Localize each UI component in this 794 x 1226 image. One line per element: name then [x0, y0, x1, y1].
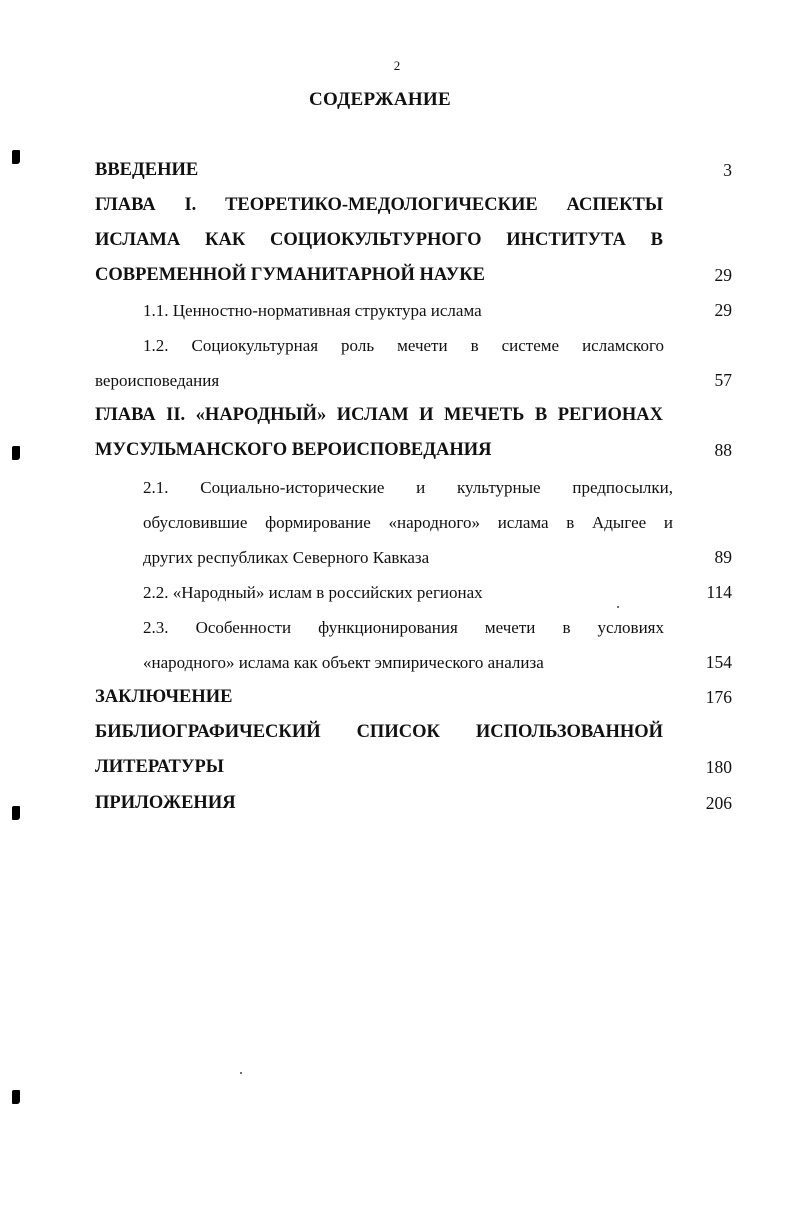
toc-entry-text: 2.1. Социально-исторические и культурные предпосылки,: [143, 478, 673, 497]
toc-entry-text: ИСЛАМА КАК СОЦИОКУЛЬТУРНОГО ИНСТИТУТА В: [95, 230, 663, 250]
toc-entry-bibliography-cont: [95, 750, 732, 785]
toc-entry-text: ПРИЛОЖЕНИЯ: [95, 793, 236, 813]
toc-entry-section-2-1-cont: [95, 505, 732, 540]
toc-entry-text: 1.2. Социокультурная роль мечети в системе исламского: [143, 336, 664, 355]
toc-entry-text: СОВРЕМЕННОЙ ГУМАНИТАРНОЙ НАУКЕ: [95, 265, 485, 285]
scan-mark: [12, 446, 20, 460]
toc-entry-intro[interactable]: [95, 153, 732, 188]
toc-entry-chapter-2[interactable]: [95, 398, 732, 433]
scan-mark: [12, 150, 20, 164]
toc-entry-chapter-1-cont: [95, 258, 732, 293]
toc-entry-text: 1.1. Ценностно-нормативная структура ислама: [143, 301, 482, 320]
toc-entry-text: обусловившие формирование «народного» ислама в Адыгее и: [143, 513, 673, 532]
toc-entry-section-1-2-cont: [95, 363, 732, 398]
toc-page-number: 88: [714, 440, 732, 460]
toc-page-number: 176: [705, 687, 732, 707]
toc-entry-bibliography[interactable]: [95, 715, 732, 750]
toc-page-number: 114: [706, 582, 732, 602]
toc-entry-chapter-1[interactable]: [95, 188, 732, 223]
toc-entry-conclusion[interactable]: [95, 680, 732, 715]
toc-entry-section-2-3-cont: [95, 645, 732, 680]
toc-entry-text: 2.2. «Народный» ислам в российских регионах: [143, 583, 483, 602]
toc-entry-text: ВВЕДЕНИЕ: [95, 160, 199, 180]
toc-page-number: 57: [714, 370, 732, 390]
toc-entry-text: вероисповедания: [95, 371, 220, 390]
toc-entry-chapter-1-cont: [95, 223, 732, 258]
toc-entry-text: БИБЛИОГРАФИЧЕСКИЙ СПИСОК ИСПОЛЬЗОВАННОЙ: [95, 722, 663, 742]
toc-entry-text: ЛИТЕРАТУРЫ: [95, 757, 224, 777]
toc-entry-chapter-2-cont: [95, 433, 732, 468]
toc-entry-text: ЗАКЛЮЧЕНИЕ: [95, 687, 233, 707]
scan-mark: [12, 806, 20, 820]
toc-page-number: 3: [723, 160, 732, 180]
toc-entry-section-2-1-cont: [95, 540, 732, 575]
toc-entry-section-2-2[interactable]: [95, 575, 732, 610]
toc-page-number: 180: [705, 757, 732, 777]
toc-page-number: 89: [714, 547, 732, 567]
toc-entry-text: других республиках Северного Кавказа: [143, 548, 430, 567]
toc-entry-section-2-1[interactable]: [95, 470, 732, 505]
page-title: СОДЕРЖАНИЕ: [309, 89, 451, 110]
toc-entry-text: «народного» ислама как объект эмпирического анализа: [143, 653, 544, 672]
toc-entry-section-2-3[interactable]: [95, 610, 732, 645]
toc-entry-section-1-2[interactable]: [95, 328, 732, 363]
toc-entry-text: ГЛАВА II. «НАРОДНЫЙ» ИСЛАМ И МЕЧЕТЬ В РЕГИОНАХ: [95, 405, 663, 425]
scan-speck: [240, 1072, 242, 1074]
toc-entry-text: МУСУЛЬМАНСКОГО ВЕРОИСПОВЕДАНИЯ: [95, 440, 492, 460]
toc-page-number: 29: [714, 265, 732, 285]
toc-entry-text: 2.3. Особенности функционирования мечети в условиях: [143, 618, 664, 637]
toc-entry-text: ГЛАВА I. ТЕОРЕТИКО-МЕДОЛОГИЧЕСКИЕ АСПЕКТЫ: [95, 195, 663, 215]
page-number: 2: [393, 58, 401, 73]
toc-page-number: 206: [705, 793, 732, 813]
scan-mark: [12, 1090, 20, 1104]
toc-page-number: 154: [705, 652, 732, 672]
toc-entry-appendix[interactable]: [95, 786, 732, 821]
toc-page-number: 29: [714, 300, 732, 320]
toc-entry-section-1-1[interactable]: [95, 293, 732, 328]
